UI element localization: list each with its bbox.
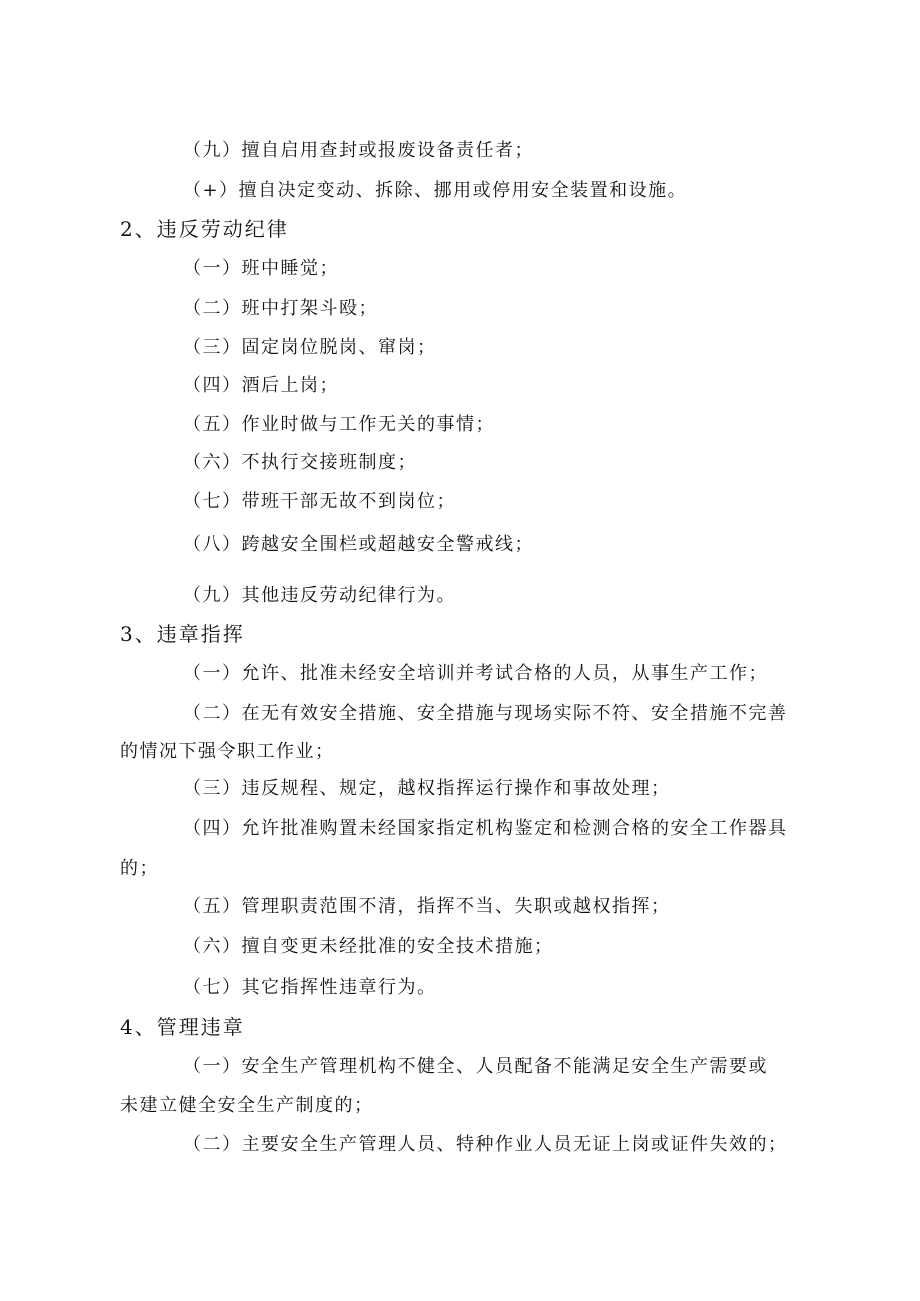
list-item-continuation: 的； (120, 858, 159, 879)
list-item: （五）管理职责范围不清，指挥不当、失职或越权指挥； (183, 896, 671, 917)
list-item: （七）带班干部无故不到岗位； (183, 491, 456, 512)
list-item: （六）不执行交接班制度； (183, 452, 417, 473)
list-item: （七）其它指挥性违章行为。 (183, 977, 437, 998)
list-item: （二）主要安全生产管理人员、特种作业人员无证上岗或证件失效的； (183, 1134, 788, 1155)
list-item: （四）允许批准购置未经国家指定机构鉴定和检测合格的安全工作器具 (183, 818, 788, 839)
list-item: （五）作业时做与工作无关的事情； (183, 414, 495, 435)
list-item: （九）擅自启用查封或报废设备责任者； (183, 140, 534, 161)
section-heading: 3、违章指挥 (120, 622, 245, 646)
list-item: （二）班中打架斗殴； (183, 298, 378, 319)
list-item: （一）安全生产管理机构不健全、人员配备不能满足安全生产需要或 (183, 1056, 768, 1077)
list-item: （二）在无有效安全措施、安全措施与现场实际不符、安全措施不完善 (183, 703, 788, 724)
list-item: （三）固定岗位脱岗、窜岗； (183, 337, 437, 358)
list-item: （六）擅自变更未经批准的安全技术措施； (183, 936, 554, 957)
list-item: （三）违反规程、规定，越权指挥运行操作和事故处理； (183, 778, 671, 799)
section-heading: 2、违反劳动纪律 (120, 217, 289, 241)
list-item: （+）擅自决定变动、拆除、挪用或停用安全装置和设施。 (183, 180, 688, 201)
list-item: （一）班中睡觉； (183, 258, 339, 279)
list-item-continuation: 未建立健全安全生产制度的； (120, 1095, 374, 1116)
list-item: （四）酒后上岗； (183, 375, 339, 396)
list-item: （九）其他违反劳动纪律行为。 (183, 585, 456, 606)
list-item-continuation: 的情况下强令职工作业； (120, 741, 335, 762)
list-item: （一）允许、批准未经安全培训并考试合格的人员，从事生产工作； (183, 663, 768, 684)
list-item: （八）跨越安全围栏或超越安全警戒线； (183, 534, 534, 555)
section-heading: 4、管理违章 (120, 1015, 245, 1039)
